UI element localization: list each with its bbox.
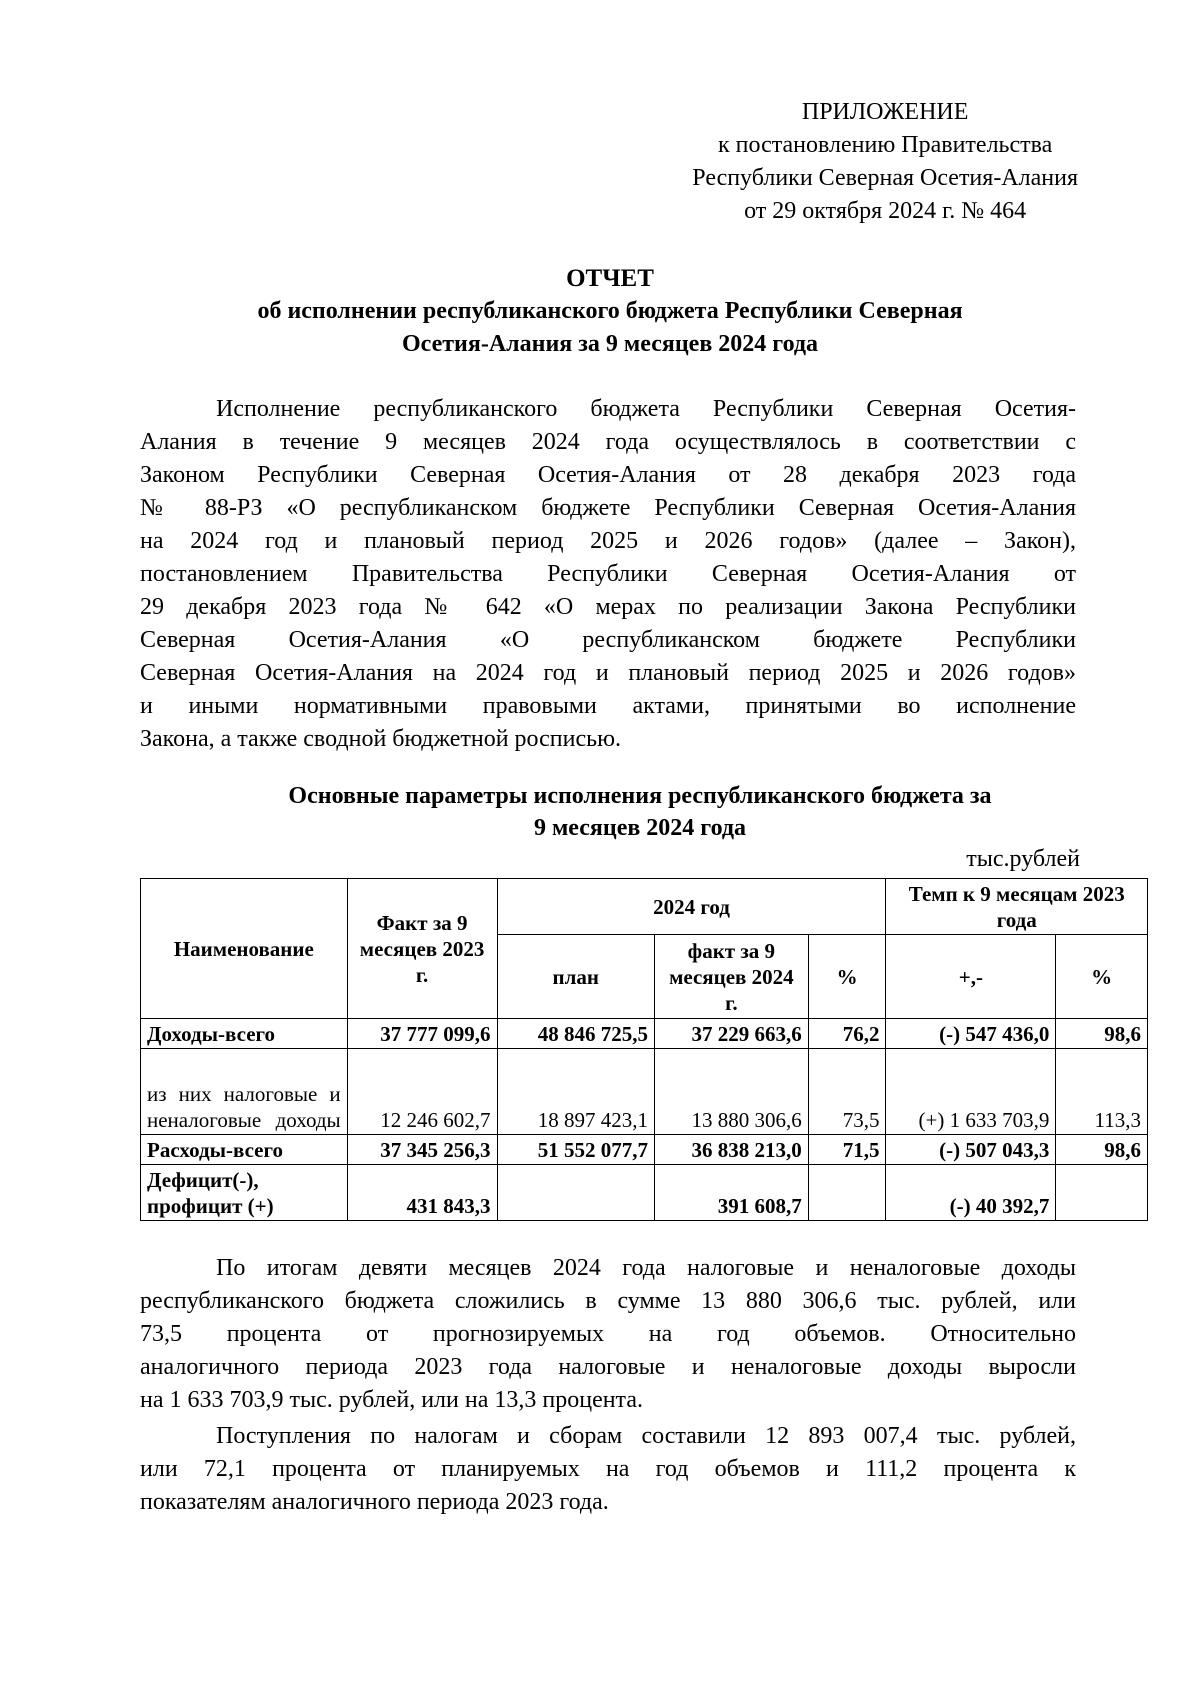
cell-fact-2024: 37 229 663,6 xyxy=(655,1019,809,1049)
text-line: Закона, а также сводной бюджетной росписью. xyxy=(140,726,621,752)
text-line: аналогичного периода 2023 года налоговые и неналоговые доходы выросли xyxy=(140,1354,1076,1380)
cell-pct: 73,5 xyxy=(808,1049,886,1135)
header-fact-2024: факт за 9 месяцев 2024 г. xyxy=(655,935,809,1019)
cell-fact-2024: 391 608,7 xyxy=(655,1165,809,1221)
cell-diff: (-) 547 436,0 xyxy=(886,1019,1056,1049)
cell-fact-2023: 37 777 099,6 xyxy=(347,1019,497,1049)
text-line: Поступления по налогам и сборам составили 12 893 007,4 тыс. рублей, xyxy=(216,1423,1076,1449)
header-tempo-pct: % xyxy=(1056,935,1148,1019)
cell-plan: 51 552 077,7 xyxy=(497,1135,655,1165)
row-name: Доходы-всего xyxy=(141,1019,348,1049)
text-line: на 1 633 703,9 тыс. рублей, или на 13,3 процента. xyxy=(140,1387,643,1413)
text-line: постановлением Правительства Республики Северная Осетия-Алания от xyxy=(140,561,1076,587)
report-subtitle: Осетия-Алания за 9 месяцев 2024 года xyxy=(401,331,819,357)
budget-table xyxy=(140,878,1148,1221)
row-name: Дефицит(-), профицит (+) xyxy=(141,1165,348,1221)
table-row xyxy=(141,1019,1148,1049)
text-line: и иными нормативными правовыми актами, принятыми во исполнение xyxy=(140,693,1076,719)
cell-fact-2024: 36 838 213,0 xyxy=(655,1135,809,1165)
table-title: Основные параметры исполнения республиканского бюджета за xyxy=(288,783,992,809)
cell-plan xyxy=(497,1165,655,1221)
header-pct: % xyxy=(808,935,886,1019)
cell-pct: 76,2 xyxy=(808,1019,886,1049)
appendix-date: от 29 октября 2024 г. № 464 xyxy=(744,198,1027,224)
text-line: республиканского бюджета сложились в сумме 13 880 306,6 тыс. рублей, или xyxy=(140,1288,1076,1314)
appendix-heading: ПРИЛОЖЕНИЕ xyxy=(801,99,969,125)
report-title: ОТЧЕТ xyxy=(566,265,654,292)
cell-tempo-pct xyxy=(1056,1165,1148,1221)
cell-diff: (-) 40 392,7 xyxy=(886,1165,1056,1221)
table-row xyxy=(141,1165,1148,1221)
header-plan: план xyxy=(497,935,655,1019)
text-line: Законом Республики Северная Осетия-Алания от 28 декабря 2023 года xyxy=(140,462,1076,488)
header-tempo: Темп к 9 месяцам 2023 года xyxy=(886,879,1148,935)
header-name: Наименование xyxy=(141,879,348,1019)
text-line: или 72,1 процента от планируемых на год объемов и 111,2 процента к xyxy=(140,1456,1076,1482)
text-line: на 2024 год и плановый период 2025 и 2026 годов» (далее – Закон), xyxy=(140,528,1076,554)
text-line: По итогам девяти месяцев 2024 года налоговые и неналоговые доходы xyxy=(216,1255,1076,1281)
header-diff: +,- xyxy=(886,935,1056,1019)
text-line: Северная Осетия-Алания «О республиканском бюджете Республики xyxy=(140,627,1076,653)
cell-plan: 18 897 423,1 xyxy=(497,1049,655,1135)
cell-diff: (-) 507 043,3 xyxy=(886,1135,1056,1165)
taxes-paragraph xyxy=(140,1420,1076,1519)
text-line: Северная Осетия-Алания на 2024 год и плановый период 2025 и 2026 годов» xyxy=(140,660,1076,686)
cell-pct: 71,5 xyxy=(808,1135,886,1165)
cell-tempo-pct: 98,6 xyxy=(1056,1135,1148,1165)
cell-plan: 48 846 725,5 xyxy=(497,1019,655,1049)
header-fact-2023: Факт за 9 месяцев 2023 г. xyxy=(347,879,497,1019)
table-row xyxy=(141,1049,1148,1135)
table-row xyxy=(141,1135,1148,1165)
text-line: Алания в течение 9 месяцев 2024 года осуществлялось в соответствии с xyxy=(140,429,1076,455)
text-line: № 88-РЗ «О республиканском бюджете Республики Северная Осетия-Алания xyxy=(140,495,1076,521)
appendix-block xyxy=(692,96,1078,228)
header-year-2024: 2024 год xyxy=(497,879,886,935)
text-line: 73,5 процента от прогнозируемых на год объемов. Относительно xyxy=(140,1321,1076,1347)
report-subtitle: об исполнении республиканского бюджета Республики Северная xyxy=(257,298,963,324)
cell-fact-2023: 12 246 602,7 xyxy=(347,1049,497,1135)
cell-diff: (+) 1 633 703,9 xyxy=(886,1049,1056,1135)
cell-tempo-pct: 113,3 xyxy=(1056,1049,1148,1135)
intro-paragraph xyxy=(140,393,1076,756)
appendix-line: Республики Северная Осетия-Алания xyxy=(692,165,1078,191)
cell-tempo-pct: 98,6 xyxy=(1056,1019,1148,1049)
row-name: Расходы-всего xyxy=(141,1135,348,1165)
appendix-line: к постановлению Правительства xyxy=(717,132,1053,158)
cell-pct xyxy=(808,1165,886,1221)
text-line: 29 декабря 2023 года № 642 «О мерах по реализации Закона Республики xyxy=(140,594,1076,620)
table-title: 9 месяцев 2024 года xyxy=(533,815,747,841)
table-header-row xyxy=(141,879,1148,935)
text-line: показателям аналогичного периода 2023 года. xyxy=(140,1489,609,1515)
text-line: Исполнение республиканского бюджета Республики Северная Осетия- xyxy=(216,396,1076,422)
summary-paragraph xyxy=(140,1252,1076,1417)
cell-fact-2023: 431 843,3 xyxy=(347,1165,497,1221)
row-name: из них налоговые и неналоговые доходы xyxy=(141,1049,348,1135)
cell-fact-2023: 37 345 256,3 xyxy=(347,1135,497,1165)
cell-fact-2024: 13 880 306,6 xyxy=(655,1049,809,1135)
unit-label: тыс.рублей xyxy=(966,846,1080,872)
